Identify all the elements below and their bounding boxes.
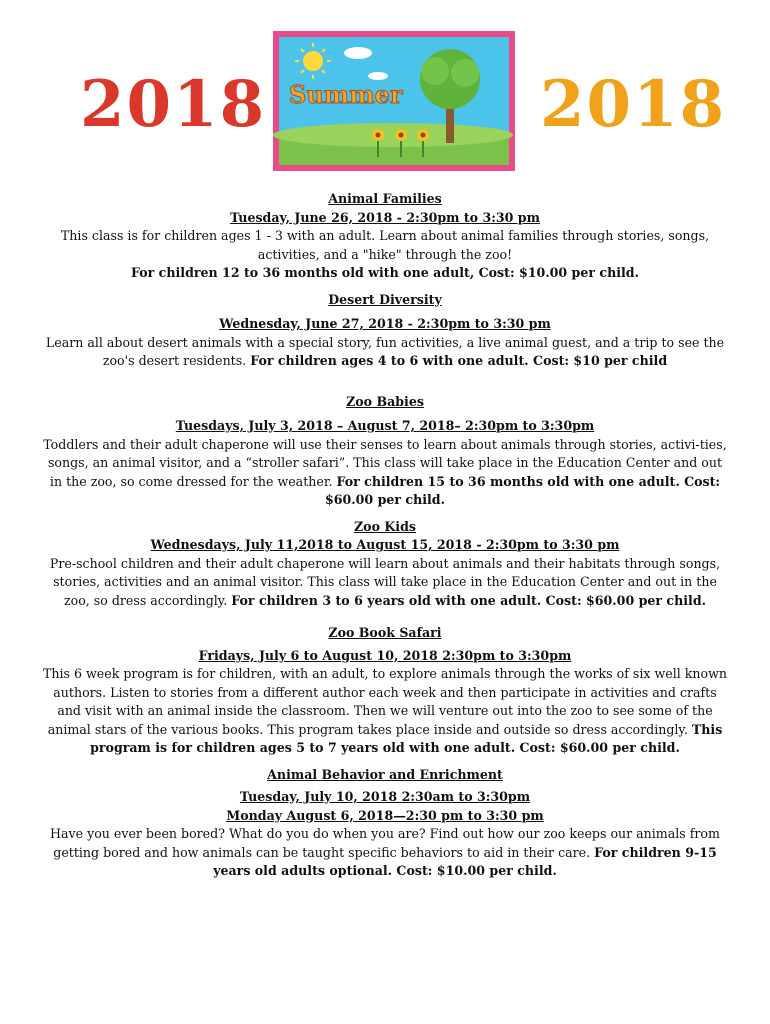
summer-banner-image (273, 31, 515, 171)
class-date: Wednesday, June 27, 2018 - 2:30pm to 3:30 pm (219, 316, 551, 331)
class-animal-behavior (40, 766, 730, 881)
class-date: Tuesdays, July 3, 2018 – August 7, 2018– 2:30pm to 3:30pm (175, 418, 595, 433)
year-right (540, 67, 727, 142)
class-details: For children 15 to 36 months old with one adult. Cost: $60.00 per child. (324, 473, 721, 507)
class-description: Pre-school children and their adult chaperone will learn about animals and their habitats through songs, stories, activities and an animal visitor. This class will take place in the Education Center and out in the zoo, so dress accordingly. (49, 555, 721, 608)
class-details: For children ages 4 to 6 with one adult. Cost: $10 per child (250, 353, 668, 368)
class-description: This 6 week program is for children, with an adult, to explore animals through the works of six well known authors. Listen to stories from a different author each week and then participate in activities and crafts and visit with an animal inside the classroom. Then we will venture out into the zoo to see some of the animal stars of the various books. This program takes place inside and outside so dress accordingly. (42, 666, 727, 737)
class-title: Zoo Babies (346, 393, 424, 409)
class-desert-diversity (40, 291, 730, 371)
class-title: Animal Behavior and Enrichment (267, 766, 503, 782)
class-title: Zoo Kids (353, 518, 416, 534)
class-date: Fridays, July 6 to August 10, 2018 2:30pm to 3:30pm (198, 647, 572, 663)
year-left (80, 67, 267, 142)
class-title: Animal Families (328, 191, 442, 206)
class-details: This program is for children ages 5 to 7 years old with one adult. Cost: $60.00 per child. (90, 721, 723, 755)
class-title: Desert Diversity (328, 291, 442, 307)
banner-text: Summer (289, 80, 403, 109)
year-left-text: 2018 (80, 67, 267, 142)
class-description: Have you ever been bored? What do you do when you are? Find out how our zoo keeps our animals from getting bored and how animals can be taught specific behaviors to aid in their care. (50, 826, 720, 860)
page-header (0, 25, 770, 165)
class-zoo-kids (40, 518, 730, 611)
class-date: Tuesday, July 10, 2018 2:30am to 3:30pm (239, 789, 531, 804)
class-date: Monday August 6, 2018—2:30 pm to 3:30 pm (226, 807, 544, 823)
class-animal-families (40, 190, 730, 283)
class-title: Zoo Book Safari (328, 625, 442, 640)
class-listing (40, 190, 730, 881)
class-description: This class is for children ages 1 - 3 with an adult. Learn about animal families through stories, songs, activities, and a "hike" through the zoo! (60, 228, 710, 262)
class-description: Toddlers and their adult chaperone will use their senses to learn about animals through stories, activi-ties, songs, an animal visitor, and a “stroller safari”. This class will take place in the Education Center and out in the zoo, so come dressed for the weather. (43, 436, 727, 489)
class-details: For children 12 to 36 months old with one adult, Cost: $10.00 per child. (131, 265, 639, 280)
class-details: For children 9-15 years old adults optional. Cost: $10.00 per child. (213, 844, 717, 878)
class-details: For children 3 to 6 years old with one adult. Cost: $60.00 per child. (231, 592, 707, 608)
year-right-text: 2018 (540, 67, 727, 142)
class-zoo-book-safari (40, 624, 730, 758)
class-date: Tuesday, June 26, 2018 - 2:30pm to 3:30 pm (230, 209, 540, 225)
class-description: Learn all about desert animals with a special story, fun activities, a live animal guest, and a trip to see the zoo's desert residents. (45, 334, 725, 368)
class-date: Wednesdays, July 11,2018 to August 15, 2018 - 2:30pm to 3:30 pm (150, 537, 620, 552)
class-zoo-babies (40, 393, 730, 510)
